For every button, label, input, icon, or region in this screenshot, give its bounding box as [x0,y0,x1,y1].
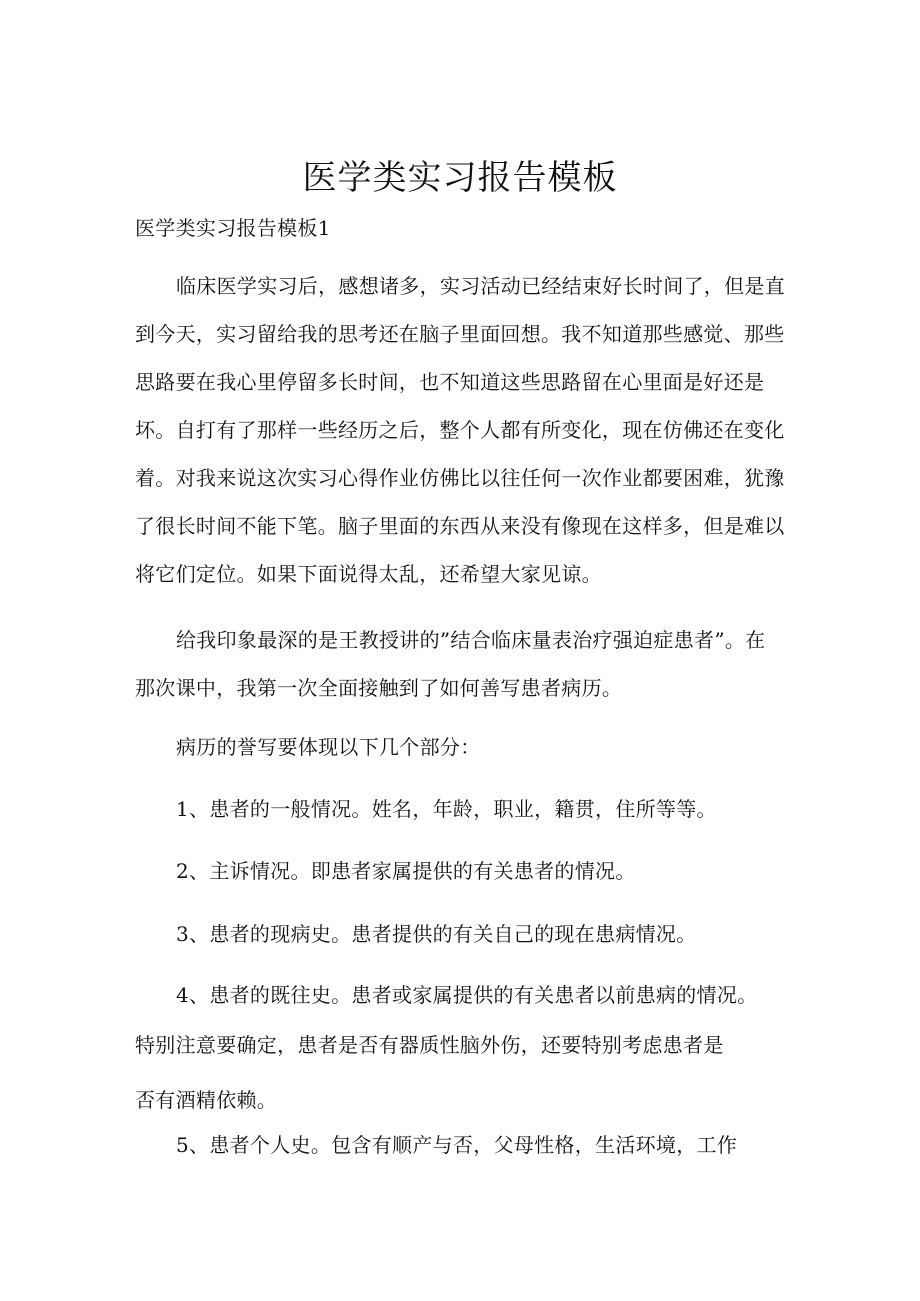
paragraph-line: 将它们定位。如果下面说得太乱，还希望大家见谅。 [135,562,602,586]
document-title: 医学类实习报告模板 [302,158,618,198]
paragraph-line: 坏。自打有了那样一些经历之后，整个人都有所变化，现在仿佛还在变化 [135,418,785,442]
list-item: 1、患者的一般情况。姓名，年龄，职业，籍贯，住所等等。 [176,797,717,821]
paragraph-line: 否有酒精依赖。 [135,1088,278,1112]
list-item: 2、主诉情况。即患者家属提供的有关患者的情况。 [176,859,636,883]
paragraph-line: 给我印象最深的是王教授讲的”结合临床量表治疗强迫症患者”。在 [176,628,766,652]
paragraph-line: 思路要在我心里停留多长时间，也不知道这些思路留在心里面是好还是 [135,370,765,394]
paragraph-line: 着。对我来说这次实习心得作业仿佛比以往任何一次作业都要困难，犹豫 [135,466,785,490]
paragraph-line: 特别注意要确定，患者是否有器质性脑外伤，还要特别考虑患者是 [135,1033,724,1057]
paragraph-line: 病历的誉写要体现以下几个部分： [176,735,481,759]
paragraph-line: 那次课中，我第一次全面接触到了如何善写患者病历。 [135,676,623,700]
list-item: 3、患者的现病史。患者提供的有关自己的现在患病情况。 [176,922,697,946]
section-heading: 医学类实习报告模板1 [135,216,331,240]
paragraph-line: 到今天，实习留给我的思考还在脑子里面回想。我不知道那些感觉、那些 [135,322,785,346]
list-item: 4、患者的既往史。患者或家属提供的有关患者以前患病的情况。 [176,983,758,1007]
paragraph-line: 临床医学实习后，感想诸多，实习活动已经结束好长时间了，但是直 [176,274,785,298]
paragraph-line: 了很长时间不能下笔。脑子里面的东西从来没有像现在这样多，但是难以 [135,514,785,538]
list-item: 5、患者个人史。包含有顺产与否，父母性格，生活环境，工作 [176,1133,738,1157]
